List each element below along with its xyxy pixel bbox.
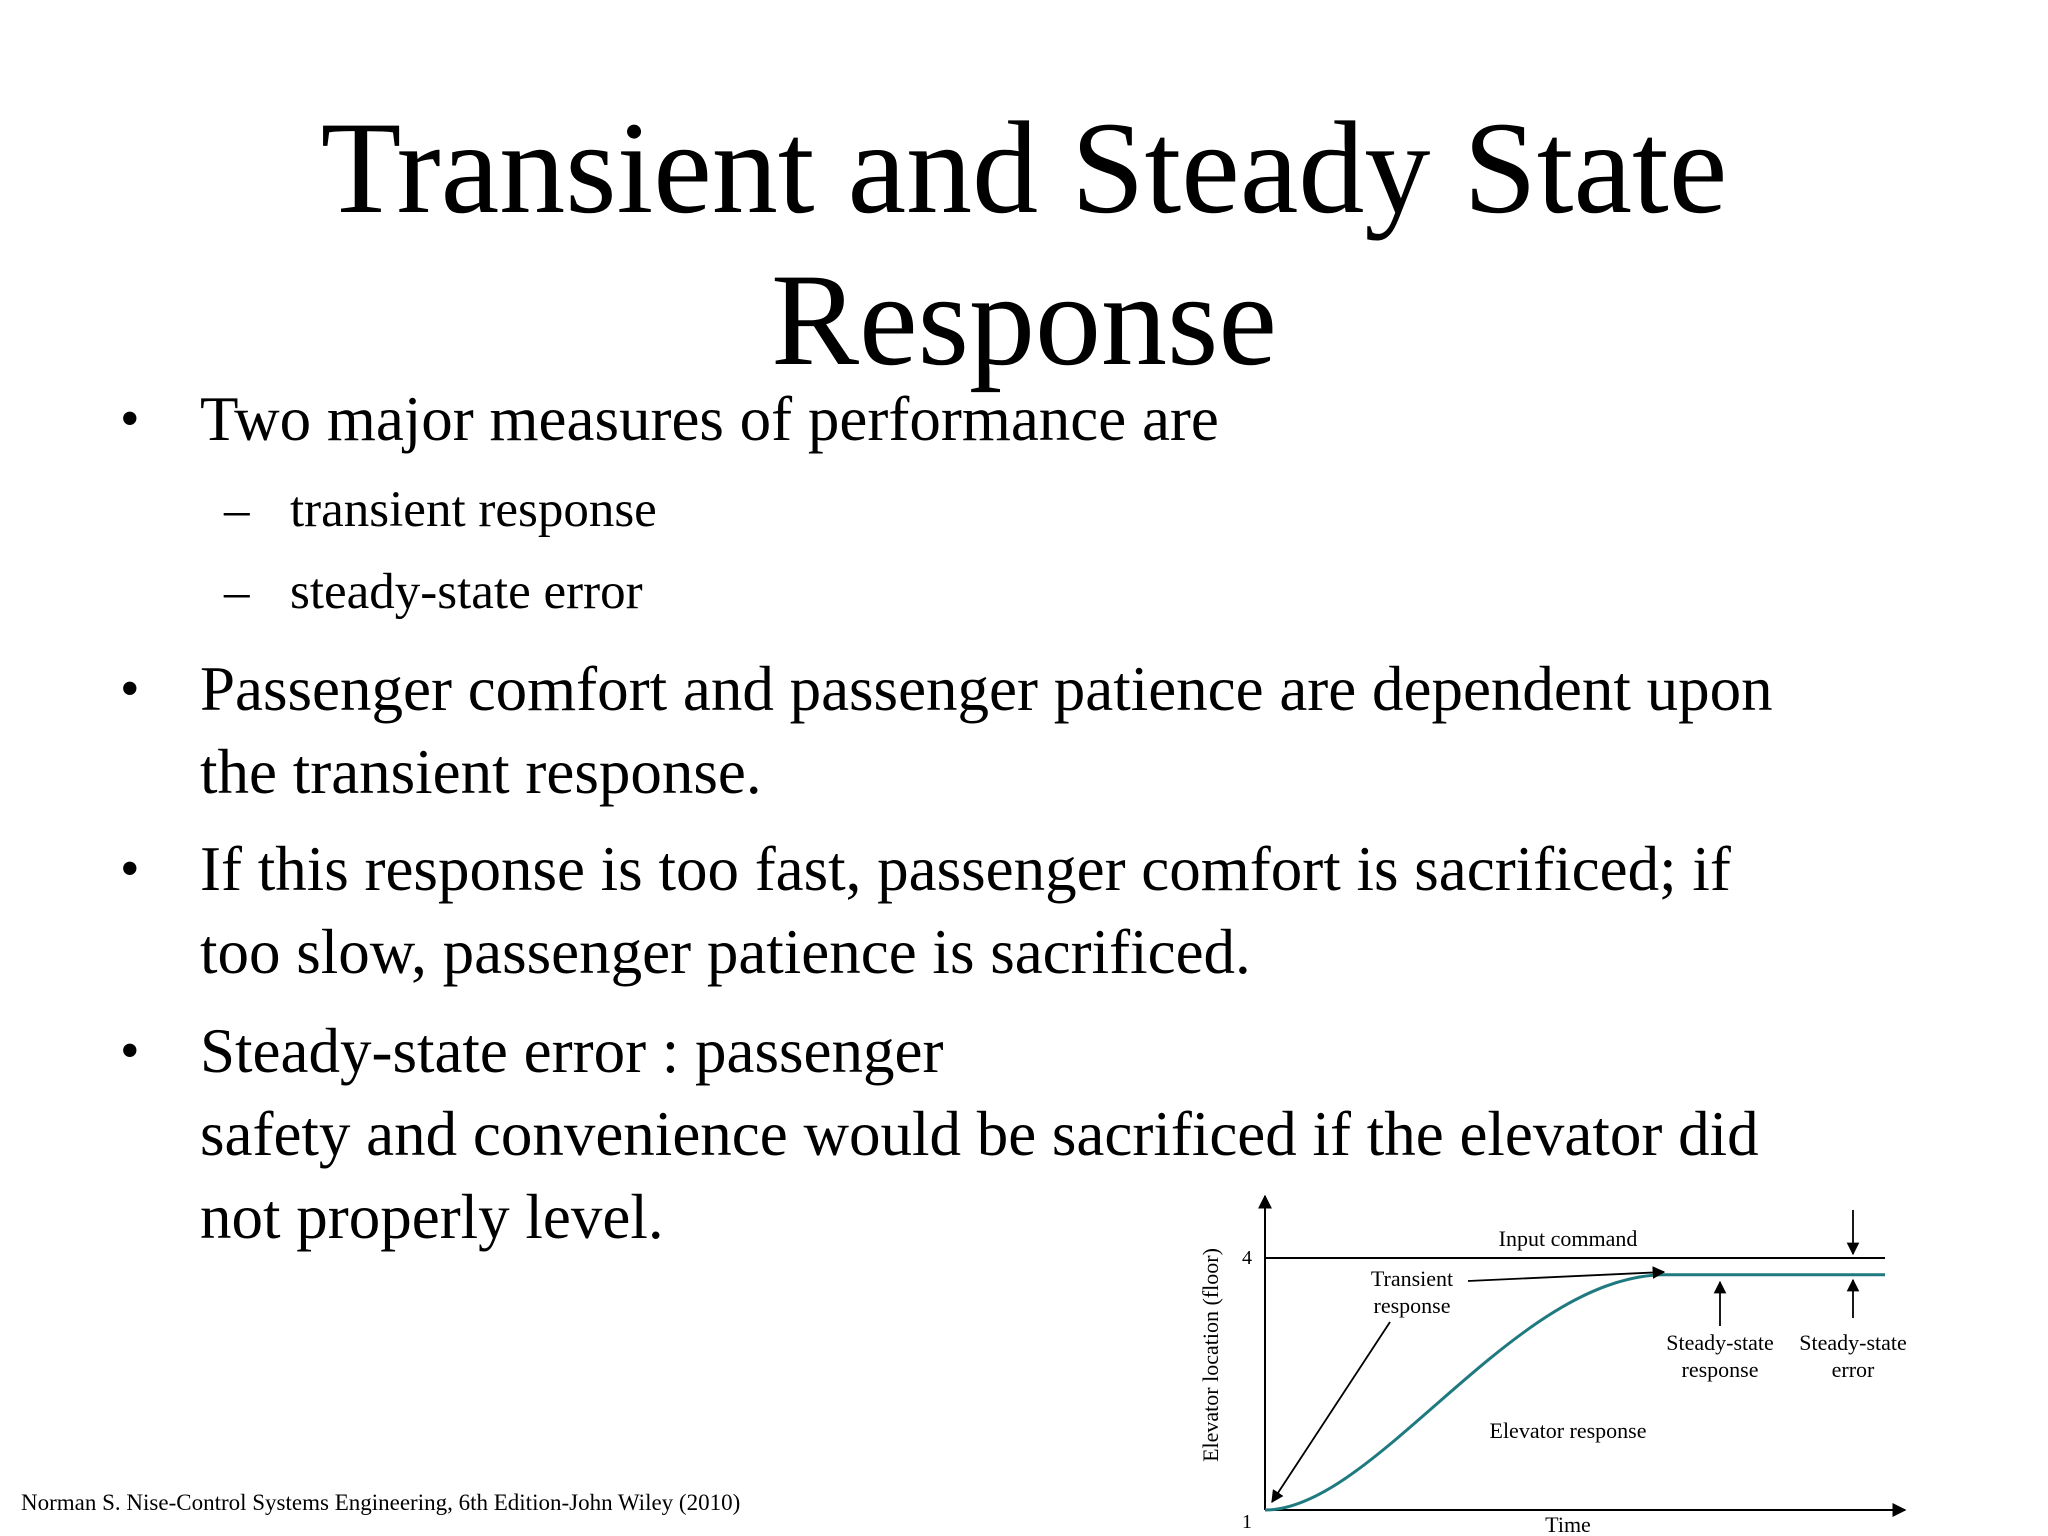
bullet-performance-measures bbox=[120, 378, 1960, 461]
y-tick-1: 1 bbox=[1242, 1511, 1252, 1533]
transient-label-line-1: Transient bbox=[1370, 1266, 1454, 1291]
bullet-text-line-3: not properly level. bbox=[200, 1182, 664, 1252]
steady-state-error-line-2: error bbox=[1831, 1357, 1875, 1382]
elevator-response-curve bbox=[1265, 1275, 1885, 1510]
steady-state-response-line-2: response bbox=[1681, 1357, 1759, 1382]
bullet-text-line-1: If this response is too fast, passenger comfort is sacrificed; if bbox=[200, 834, 1731, 904]
bullet-marker: • bbox=[120, 838, 140, 900]
bullet-marker: • bbox=[120, 1020, 140, 1082]
bullet-marker: • bbox=[120, 658, 140, 720]
steady-state-response-line-1: Steady-state bbox=[1666, 1330, 1774, 1355]
y-tick-4: 4 bbox=[1242, 1247, 1252, 1269]
bullet-response-speed bbox=[120, 828, 1960, 994]
bullet-text-line-1: Steady-state error : passenger bbox=[200, 1016, 944, 1086]
bullet-marker: • bbox=[120, 388, 140, 450]
sub-bullet-steady-state-error bbox=[224, 562, 643, 622]
dash-marker: – bbox=[224, 564, 250, 620]
dash-marker: – bbox=[224, 482, 250, 538]
steady-state-error-line-1: Steady-state bbox=[1799, 1330, 1907, 1355]
elevator-response-chart bbox=[1190, 1180, 1948, 1536]
title-line-2: Response bbox=[771, 246, 1277, 393]
citation-footer: Norman S. Nise-Control Systems Engineering, 6th Edition-John Wiley (2010) bbox=[21, 1490, 741, 1515]
slide-title bbox=[0, 92, 2048, 396]
sub-bullet-transient-response bbox=[224, 480, 657, 540]
y-axis-label: Elevator location (floor) bbox=[1198, 1248, 1223, 1462]
bullet-text: Two major measures of performance are bbox=[200, 384, 1219, 454]
sub-bullet-text: transient response bbox=[290, 482, 657, 538]
transient-arrow-lower bbox=[1272, 1322, 1390, 1502]
transient-label-line-2: response bbox=[1373, 1293, 1451, 1318]
title-line-1: Transient and Steady State bbox=[320, 94, 1728, 241]
bullet-text-line-2: the transient response. bbox=[200, 737, 762, 807]
input-command-label: Input command bbox=[1498, 1226, 1638, 1251]
bullet-text-line-2: too slow, passenger patience is sacrificed. bbox=[200, 917, 1251, 987]
sub-bullet-text: steady-state error bbox=[290, 564, 643, 620]
bullet-text-line-2: safety and convenience would be sacrificed if the elevator did bbox=[200, 1099, 1759, 1169]
bullet-text-line-1: Passenger comfort and passenger patience are dependent upon bbox=[200, 654, 1773, 724]
x-axis-label: Time bbox=[1545, 1512, 1591, 1536]
bullet-passenger-comfort bbox=[120, 648, 1960, 814]
elevator-response-label: Elevator response bbox=[1489, 1418, 1647, 1443]
